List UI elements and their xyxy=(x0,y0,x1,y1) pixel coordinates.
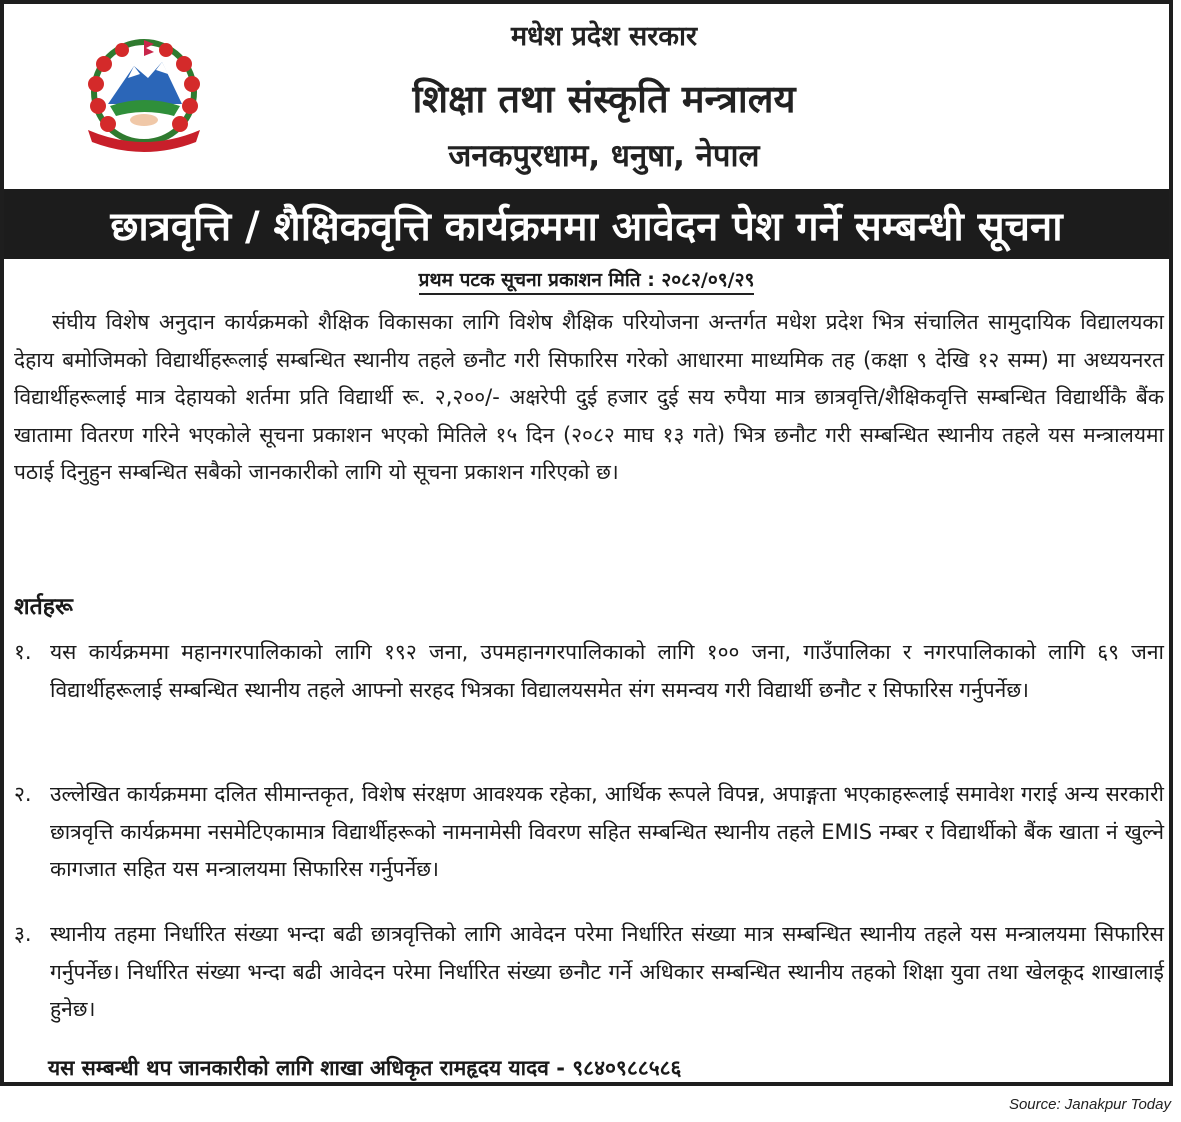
condition-text: उल्लेखित कार्यक्रममा दलित सीमान्तकृत, विशेष संरक्षण आवश्यक रहेका, आर्थिक रूपले विपन्न, अपाङ्गता भएकाहरूलाई समावेश गराई अन्य सरकारी छात्रवृत्ति कार्यक्रममा नसमेटिएकामात्र विद्यार्थीहरूको नामनामेसी विवरण सहित सम्बन्धित स्थानीय तहले EMIS नम्बर र विद्यार्थीको बैंक खाता नं खुल्ने कागजात सहित यस मन्त्रालयमा सिफारिस गर्नुपर्नेछ। xyxy=(50,782,1164,881)
intro-paragraph: संघीय विशेष अनुदान कार्यक्रमको शैक्षिक विकासका लागि विशेष शैक्षिक परियोजना अन्तर्गत मधेश प्रदेश भित्र संचालित सामुदायिक विद्यालयका देहाय बमोजिमको विद्यार्थीहरूलाई सम्बन्धित स्थानीय तहले छनौट गरी सिफारिस गरेको आधारमा माध्यमिक तह (कक्षा ९ देखि १२ सम्म) मा अध्ययनरत विद्यार्थीहरूलाई मात्र देहायको शर्तमा प्रति विद्यार्थी रू. २,२००/- अक्षरेपी दुई हजार दुई सय रुपैया मात्र छात्रवृत्ति/शैक्षिकवृत्ति सम्बन्धित विद्यार्थीकै बैंक खातामा वितरण गरिने भएकोले सूचना प्रकाशन भएको मितिले १५ दिन (२०८२ माघ १३ गते) भित्र छनौट गरी सम्बन्धित स्थानीय तहले यस मन्त्रालयमा पठाई दिनुहुन सम्बन्धित सबैको जानकारीको लागि यो सूचना प्रकाशन गरिएको छ। xyxy=(14,310,1164,484)
source-credit: Source: Janakpur Today xyxy=(1008,1096,1171,1113)
condition-item xyxy=(14,634,1164,709)
office-location: जनकपुरधाम, धनुषा, नेपाल xyxy=(448,138,760,174)
condition-text: यस कार्यक्रममा महानगरपालिकाको लागि १९२ जना, उपमहानगरपालिकाको लागि १०० जना, गाउँपालिका र नगरपालिकाको लागि ६९ जना विद्यार्थीहरूलाई सम्बन्धित स्थानीय तहले आफ्नो सरहद भित्रका विद्यालयसमेत संग समन्वय गरी विद्यार्थी छनौट र सिफारिस गर्नुपर्नेछ। xyxy=(50,640,1164,702)
conditions-heading: शर्तहरू xyxy=(14,594,73,620)
condition-number: २. xyxy=(14,782,32,806)
contact-info: यस सम्बन्धी थप जानकारीको लागि शाखा अधिकृत रामहृदय यादव - ९८४०९८८५८६ xyxy=(48,1056,682,1080)
condition-number: ३. xyxy=(14,922,32,946)
government-name: मधेश प्रदेश सरकार xyxy=(510,21,698,52)
publication-date-text: प्रथम पटक सूचना प्रकाशन मिति : २०८२/०९/२९ xyxy=(419,269,755,295)
condition-text: स्थानीय तहमा निर्धारित संख्या भन्दा बढी छात्रवृत्तिको लागि आवेदन परेमा निर्धारित संख्या मात्र सम्बन्धित स्थानीय तहले यस मन्त्रालयमा सिफारिस गर्नुपर्नेछ। निर्धारित संख्या भन्दा बढी आवेदन परेमा निर्धारित संख्या छनौट गर्ने अधिकार सम्बन्धित स्थानीय तहको शिक्षा युवा तथा खेलकूद शाखालाई हुनेछ। xyxy=(50,922,1164,1021)
condition-item xyxy=(14,776,1164,889)
condition-item xyxy=(14,916,1164,1029)
notice-title: छात्रवृत्ति / शैक्षिकवृत्ति कार्यक्रममा आवेदन पेश गर्ने सम्बन्धी सूचना xyxy=(4,189,1169,259)
header xyxy=(4,4,1169,186)
nepal-government-emblem-icon xyxy=(74,34,214,154)
condition-number: १. xyxy=(14,640,32,664)
ministry-name: शिक्षा तथा संस्कृति मन्त्रालय xyxy=(412,77,796,121)
publication-date xyxy=(4,266,1169,292)
